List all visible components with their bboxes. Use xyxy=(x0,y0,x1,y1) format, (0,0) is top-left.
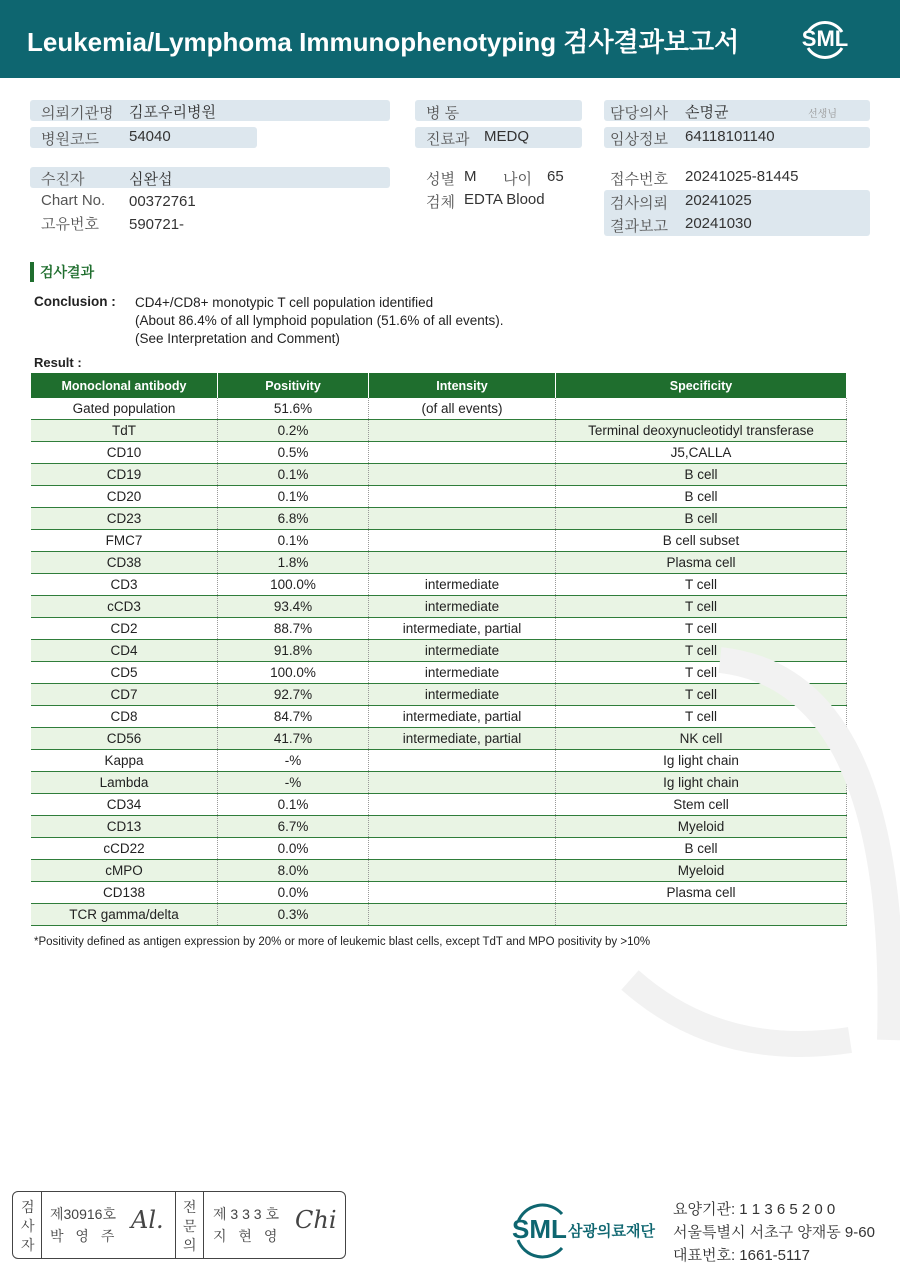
age-label: 나이 xyxy=(503,171,532,188)
specificity-cell: B cell xyxy=(556,464,847,486)
phone: 대표번호: 1661-5117 xyxy=(673,1247,810,1264)
positivity-cell: 100.0% xyxy=(218,574,369,596)
table-row xyxy=(31,398,847,420)
report-date: 20241030 xyxy=(685,215,752,232)
positivity-cell: 8.0% xyxy=(218,860,369,882)
antibody-cell: Kappa xyxy=(31,750,218,772)
intensity-cell: (of all events) xyxy=(369,398,556,420)
specimen: EDTA Blood xyxy=(464,191,545,208)
specificity-cell: T cell xyxy=(556,574,847,596)
antibody-cell: TdT xyxy=(31,420,218,442)
antibody-cell: cCD3 xyxy=(31,596,218,618)
antibody-cell: CD56 xyxy=(31,728,218,750)
examiner-label: 검사자 xyxy=(21,1199,35,1253)
table-row xyxy=(31,420,847,442)
specificity-cell: Terminal deoxynucleotidyl transferase xyxy=(556,420,847,442)
specificity-cell: Ig light chain xyxy=(556,750,847,772)
specificity-cell: Plasma cell xyxy=(556,882,847,904)
accession: 20241025-81445 xyxy=(685,168,799,185)
intensity-cell: intermediate, partial xyxy=(369,728,556,750)
intensity-cell: intermediate xyxy=(369,574,556,596)
specificity-cell: NK cell xyxy=(556,728,847,750)
report-label: 결과보고 xyxy=(610,218,668,235)
specificity-cell: B cell xyxy=(556,486,847,508)
intensity-cell xyxy=(369,486,556,508)
antibody-cell: CD13 xyxy=(31,816,218,838)
positivity-cell: 0.1% xyxy=(218,464,369,486)
specificity-cell: Plasma cell xyxy=(556,552,847,574)
specialist-signature-icon: Chi xyxy=(295,1206,337,1234)
intensity-cell xyxy=(369,750,556,772)
specialist-no: 제 3 3 3 호 xyxy=(213,1206,279,1222)
antibody-cell: CD3 xyxy=(31,574,218,596)
specificity-cell: Ig light chain xyxy=(556,772,847,794)
positivity-cell: 0.0% xyxy=(218,882,369,904)
positivity-cell: 88.7% xyxy=(218,618,369,640)
specificity-cell: T cell xyxy=(556,618,847,640)
specialist-name: 지 현 영 xyxy=(213,1228,282,1244)
positivity-cell: 84.7% xyxy=(218,706,369,728)
intensity-cell xyxy=(369,420,556,442)
column-header: Monoclonal antibody xyxy=(31,373,218,398)
hospital-code-label: 병원코드 xyxy=(41,131,99,148)
intensity-cell: intermediate xyxy=(369,596,556,618)
chart-label: Chart No. xyxy=(41,192,106,209)
intensity-cell xyxy=(369,816,556,838)
intensity-cell: intermediate xyxy=(369,640,556,662)
institution-label: 의뢰기관명 xyxy=(41,105,114,122)
sex-label: 성별 xyxy=(426,171,455,188)
intensity-cell xyxy=(369,464,556,486)
antibody-cell: CD8 xyxy=(31,706,218,728)
intensity-cell xyxy=(369,442,556,464)
conclusion-line: (See Interpretation and Comment) xyxy=(135,331,340,346)
antibody-cell: TCR gamma/delta xyxy=(31,904,218,926)
org-info xyxy=(673,1198,875,1267)
patient-id: 590721- xyxy=(129,216,185,233)
specificity-cell: B cell xyxy=(556,508,847,530)
antibody-cell: CD2 xyxy=(31,618,218,640)
antibody-cell: FMC7 xyxy=(31,530,218,552)
specificity-cell: T cell xyxy=(556,640,847,662)
specificity-cell: T cell xyxy=(556,684,847,706)
antibody-cell: CD34 xyxy=(31,794,218,816)
request-date: 20241025 xyxy=(685,192,752,209)
positivity-cell: 1.8% xyxy=(218,552,369,574)
id-label: 고유번호 xyxy=(41,216,99,233)
antibody-cell: Lambda xyxy=(31,772,218,794)
intensity-cell xyxy=(369,772,556,794)
examiner-signature-icon: Al. xyxy=(131,1206,164,1234)
signature-box xyxy=(12,1191,346,1259)
hospital-code: 54040 xyxy=(129,128,171,145)
name-label: 수진자 xyxy=(41,171,85,188)
specimen-label: 검체 xyxy=(426,194,455,211)
address: 서울특별시 서초구 양재동 9-60 xyxy=(673,1224,875,1241)
specificity-cell: J5,CALLA xyxy=(556,442,847,464)
positivity-cell: 51.6% xyxy=(218,398,369,420)
intensity-cell xyxy=(369,794,556,816)
table-row xyxy=(31,442,847,464)
specificity-cell: B cell xyxy=(556,838,847,860)
request-label: 검사의뢰 xyxy=(610,195,668,212)
specialist-label: 전문의 xyxy=(183,1199,197,1253)
patient-name: 심완섭 xyxy=(129,171,173,188)
table-row xyxy=(31,574,847,596)
antibody-cell: Gated population xyxy=(31,398,218,420)
specificity-cell: T cell xyxy=(556,706,847,728)
antibody-cell: CD4 xyxy=(31,640,218,662)
positivity-cell: 93.4% xyxy=(218,596,369,618)
intensity-cell: intermediate xyxy=(369,662,556,684)
title-bar xyxy=(0,0,900,78)
column-header: Positivity xyxy=(218,373,369,398)
sex: M xyxy=(464,168,477,185)
table-row xyxy=(31,464,847,486)
table-row xyxy=(31,552,847,574)
antibody-cell: CD7 xyxy=(31,684,218,706)
intensity-cell xyxy=(369,904,556,926)
intensity-cell xyxy=(369,882,556,904)
positivity-cell: 0.3% xyxy=(218,904,369,926)
intensity-cell xyxy=(369,552,556,574)
specificity-cell: T cell xyxy=(556,596,847,618)
antibody-cell: CD38 xyxy=(31,552,218,574)
antibody-cell: cMPO xyxy=(31,860,218,882)
report-title: Leukemia/Lymphoma Immunophenotyping 검사결과보고서 xyxy=(27,27,740,57)
examiner-name: 박 영 주 xyxy=(50,1228,119,1244)
conclusion-label: Conclusion : xyxy=(34,294,116,309)
column-header: Intensity xyxy=(369,373,556,398)
specificity-cell: Myeloid xyxy=(556,860,847,882)
table-row xyxy=(31,618,847,640)
institution: 김포우리병원 xyxy=(129,104,216,121)
intensity-cell xyxy=(369,508,556,530)
antibody-cell: CD5 xyxy=(31,662,218,684)
antibody-cell: CD138 xyxy=(31,882,218,904)
ward-label: 병 동 xyxy=(426,105,460,122)
table-row xyxy=(31,596,847,618)
table-row xyxy=(31,508,847,530)
org-logo-text: SML xyxy=(512,1214,567,1244)
positivity-cell: 41.7% xyxy=(218,728,369,750)
positivity-cell: 91.8% xyxy=(218,640,369,662)
care-number: 요양기관: 1 1 3 6 5 2 0 0 xyxy=(673,1201,836,1218)
intensity-cell xyxy=(369,860,556,882)
examiner-no: 제30916호 xyxy=(50,1206,116,1222)
positivity-cell: 0.1% xyxy=(218,530,369,552)
positivity-cell: 0.5% xyxy=(218,442,369,464)
positivity-cell: 0.2% xyxy=(218,420,369,442)
accession-label: 접수번호 xyxy=(610,171,668,188)
dept: MEDQ xyxy=(484,128,529,145)
doctor-suffix: 선생님 xyxy=(808,109,837,120)
positivity-cell: 0.1% xyxy=(218,794,369,816)
result-label: Result : xyxy=(34,355,82,370)
antibody-cell: CD20 xyxy=(31,486,218,508)
antibody-cell: CD23 xyxy=(31,508,218,530)
specificity-cell: Stem cell xyxy=(556,794,847,816)
positivity-cell: 0.1% xyxy=(218,486,369,508)
sml-logo xyxy=(800,14,850,64)
positivity-cell: 6.7% xyxy=(218,816,369,838)
watermark-icon xyxy=(600,640,900,1060)
positivity-cell: -% xyxy=(218,772,369,794)
conclusion-line: (About 86.4% of all lymphoid population (51.6% of all events). xyxy=(135,313,504,328)
antibody-cell: CD19 xyxy=(31,464,218,486)
doctor-label: 담당의사 xyxy=(610,105,668,122)
dept-label: 진료과 xyxy=(426,131,470,148)
section-title: 검사결과 xyxy=(30,262,94,282)
specificity-cell: Myeloid xyxy=(556,816,847,838)
column-header: Specificity xyxy=(556,373,847,398)
table-row xyxy=(31,530,847,552)
org-name: 삼광의료재단 xyxy=(568,1223,655,1240)
positivity-cell: 100.0% xyxy=(218,662,369,684)
doctor: 손명균 xyxy=(685,104,729,121)
clinical-label: 임상정보 xyxy=(610,131,668,148)
antibody-cell: CD10 xyxy=(31,442,218,464)
specificity-cell xyxy=(556,398,847,420)
antibody-cell: cCD22 xyxy=(31,838,218,860)
positivity-cell: -% xyxy=(218,750,369,772)
positivity-cell: 92.7% xyxy=(218,684,369,706)
specificity-cell: B cell subset xyxy=(556,530,847,552)
positivity-cell: 6.8% xyxy=(218,508,369,530)
age: 65 xyxy=(547,168,564,185)
chart-no: 00372761 xyxy=(129,193,196,210)
conclusion-line: CD4+/CD8+ monotypic T cell population identified xyxy=(135,295,434,310)
intensity-cell xyxy=(369,838,556,860)
table-row xyxy=(31,486,847,508)
intensity-cell: intermediate, partial xyxy=(369,706,556,728)
logo-text: SML xyxy=(801,26,849,51)
clinical: 64118101140 xyxy=(685,128,775,145)
intensity-cell: intermediate, partial xyxy=(369,618,556,640)
footnote: *Positivity defined as antigen expression by 20% or more of leukemic blast cells, except TdT and MPO positivity by >10% xyxy=(34,936,651,948)
specificity-cell: T cell xyxy=(556,662,847,684)
intensity-cell xyxy=(369,530,556,552)
positivity-cell: 0.0% xyxy=(218,838,369,860)
intensity-cell: intermediate xyxy=(369,684,556,706)
